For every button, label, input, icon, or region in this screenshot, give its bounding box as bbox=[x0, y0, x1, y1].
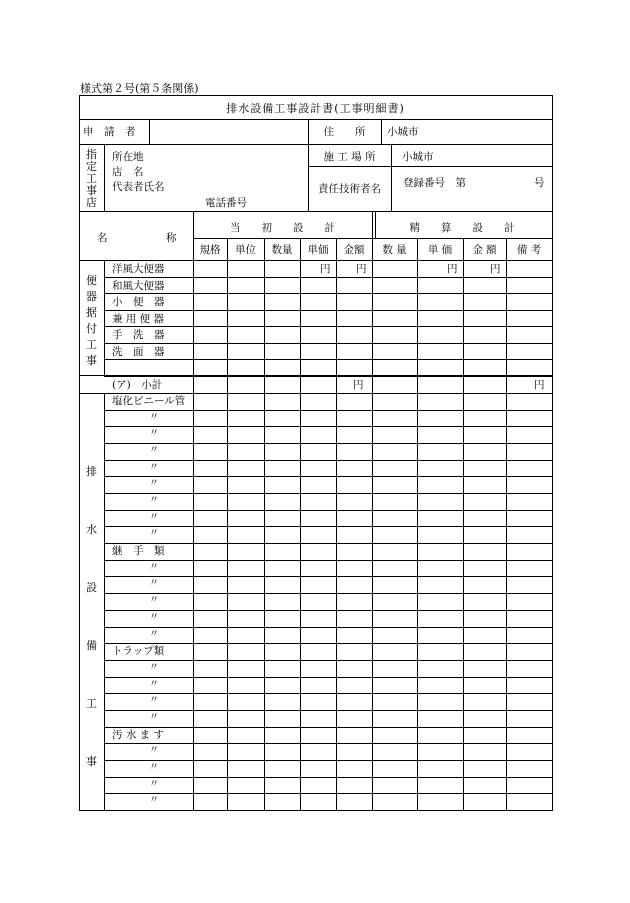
address-label-left bbox=[308, 119, 309, 145]
site-row-bottom bbox=[308, 166, 553, 167]
name-column-left: 名 bbox=[97, 232, 108, 244]
initial-design-header: 当 初 設 計 bbox=[230, 222, 335, 234]
section2-vlabel-char: 水 bbox=[86, 523, 97, 536]
fixture-row-line bbox=[104, 326, 553, 327]
section1-vlabel-char: 付 bbox=[86, 322, 97, 335]
drainage-item-9: 継 手 類 bbox=[112, 545, 165, 557]
drainage-item-16: 〃 bbox=[149, 662, 159, 673]
form-caption: 様式第２号(第５条関係) bbox=[80, 82, 199, 95]
contractor-vlabel-char: 店 bbox=[86, 196, 97, 209]
grid-column-4 bbox=[336, 238, 337, 811]
design-header-divider bbox=[193, 238, 553, 239]
address-label-right bbox=[381, 119, 382, 145]
fixture-final-price-yen: 円 bbox=[447, 263, 458, 275]
fixture-item-0: 洋風大便器 bbox=[112, 263, 165, 275]
frame-right bbox=[552, 95, 553, 811]
drainage-item-4: 〃 bbox=[149, 462, 159, 473]
section2-vlabel-char: 排 bbox=[86, 465, 97, 478]
section2-vlabel-char: 備 bbox=[86, 639, 97, 652]
section1-vlabel-char: 便 bbox=[86, 274, 97, 287]
drainage-item-11: 〃 bbox=[149, 578, 159, 589]
section2-vlabel-char: 設 bbox=[86, 581, 97, 594]
drainage-item-17: 〃 bbox=[149, 679, 159, 690]
initial-subheader-0: 規格 bbox=[199, 244, 221, 256]
drainage-item-10: 〃 bbox=[149, 562, 159, 573]
drainage-item-6: 〃 bbox=[149, 495, 159, 506]
title-row-bottom bbox=[79, 119, 553, 120]
fixture-row-line bbox=[104, 343, 553, 344]
contractor-vlabel-char: 事 bbox=[86, 184, 97, 197]
drainage-item-7: 〃 bbox=[149, 512, 159, 523]
drainage-item-0: 塩化ビニール管 bbox=[112, 395, 186, 407]
fixture-row-line bbox=[104, 277, 553, 278]
drainage-item-22: 〃 bbox=[149, 762, 159, 773]
grid-column-7 bbox=[463, 238, 464, 811]
drainage-item-24: 〃 bbox=[149, 795, 159, 806]
grid-column-8 bbox=[506, 238, 507, 811]
registration-suffix: 号 bbox=[534, 177, 545, 189]
subtotal-final-yen: 円 bbox=[534, 379, 545, 391]
initial-subheader-1: 単位 bbox=[235, 244, 256, 256]
contractor-label-separator bbox=[104, 144, 105, 212]
address-label: 住 所 bbox=[323, 126, 366, 138]
drainage-item-15: トラップ類 bbox=[112, 645, 165, 657]
contractor-location-label: 所在地 bbox=[112, 151, 144, 163]
fixture-unit-price-yen: 円 bbox=[320, 263, 331, 275]
grid-column-3 bbox=[300, 238, 301, 811]
section1-vlabel-char: 事 bbox=[86, 354, 97, 367]
contractor-block-bottom bbox=[79, 211, 553, 212]
section2-vlabel-char: 事 bbox=[86, 755, 97, 768]
subtotal-initial-yen: 円 bbox=[353, 379, 364, 391]
drainage-item-1: 〃 bbox=[149, 412, 159, 423]
contractor-vlabel-char: 工 bbox=[86, 172, 97, 185]
grid-column-6 bbox=[417, 238, 418, 811]
fixture-item-1: 和風大便器 bbox=[112, 280, 165, 292]
fixture-installation-label bbox=[79, 273, 104, 369]
drainage-label-separator bbox=[104, 393, 105, 811]
applicant-row-bottom bbox=[79, 144, 553, 145]
grid-column-5 bbox=[372, 211, 373, 811]
final-subheader-0: 数 量 bbox=[382, 244, 407, 256]
contractor-block-right bbox=[308, 144, 309, 212]
drainage-item-23: 〃 bbox=[149, 779, 159, 790]
initial-subheader-4: 金額 bbox=[343, 244, 365, 256]
site-label-right bbox=[391, 144, 392, 212]
fixture-item-5: 洗 面 器 bbox=[112, 346, 165, 358]
contractor-vlabel-char: 指 bbox=[86, 148, 97, 161]
fixture-row-line bbox=[104, 359, 553, 360]
drainage-equipment-label bbox=[79, 443, 104, 791]
subtotal-row-top bbox=[79, 375, 553, 376]
final-subheader-2: 金 額 bbox=[472, 244, 497, 256]
column-header-bottom bbox=[79, 260, 553, 261]
name-column-right: 称 bbox=[166, 232, 177, 244]
form-title: 排水設備工事設計書(工事明細書) bbox=[226, 102, 405, 115]
final-design-header: 精 算 設 計 bbox=[409, 222, 515, 234]
drainage-item-20: 汚 水 ま す bbox=[112, 729, 165, 741]
fixture-final-amount-yen: 円 bbox=[490, 263, 501, 275]
contractor-vlabel-char: 定 bbox=[86, 160, 97, 173]
drainage-item-3: 〃 bbox=[149, 445, 159, 456]
grid-column-2 bbox=[264, 238, 265, 811]
frame-top bbox=[79, 95, 553, 96]
section1-vlabel-char: 工 bbox=[86, 338, 97, 351]
contractor-phone-label: 電話番号 bbox=[205, 197, 247, 209]
section1-vlabel-char: 据 bbox=[86, 306, 97, 319]
designated-contractor-label bbox=[79, 149, 104, 209]
fixture-item-3: 兼 用 便 器 bbox=[112, 313, 165, 325]
drainage-item-18: 〃 bbox=[149, 695, 159, 706]
site-label: 施 工 場 所 bbox=[323, 151, 376, 163]
fixture-item-4: 手 洗 器 bbox=[112, 329, 165, 341]
drainage-item-19: 〃 bbox=[149, 712, 159, 723]
fixture-row-line bbox=[104, 376, 553, 377]
fixture-row-line bbox=[104, 293, 553, 294]
drainage-item-21: 〃 bbox=[149, 745, 159, 756]
final-design-double-left bbox=[375, 211, 376, 239]
fixture-amount-yen: 円 bbox=[356, 263, 367, 275]
drainage-item-14: 〃 bbox=[149, 629, 159, 640]
drainage-item-2: 〃 bbox=[149, 428, 159, 439]
drainage-item-13: 〃 bbox=[149, 612, 159, 623]
design-form-table bbox=[79, 95, 552, 810]
drainage-item-5: 〃 bbox=[149, 478, 159, 489]
fixture-item-2: 小 便 器 bbox=[112, 296, 165, 308]
address-value: 小城市 bbox=[387, 126, 419, 138]
frame-left bbox=[79, 95, 80, 811]
site-value: 小城市 bbox=[402, 151, 434, 163]
fixture-label-separator bbox=[104, 260, 105, 376]
contractor-shop-name-label: 店 名 bbox=[112, 166, 144, 178]
final-subheader-1: 単 価 bbox=[427, 244, 453, 256]
contractor-representative-label: 代表者氏名 bbox=[112, 181, 165, 193]
applicant-separator bbox=[149, 119, 150, 145]
registration-label: 登録番号 第 bbox=[403, 177, 466, 189]
applicant-label: 申 請 者 bbox=[83, 126, 136, 138]
frame-bottom bbox=[79, 810, 553, 811]
subtotal-label: (ア) 小計 bbox=[112, 379, 163, 391]
section2-vlabel-char: 工 bbox=[86, 697, 97, 710]
final-subheader-3: 備 考 bbox=[516, 244, 542, 256]
drainage-item-12: 〃 bbox=[149, 595, 159, 606]
initial-subheader-3: 単価 bbox=[307, 244, 329, 256]
initial-subheader-2: 数量 bbox=[271, 244, 293, 256]
engineer-label: 責任技術者名 bbox=[318, 183, 381, 195]
fixture-row-line bbox=[104, 310, 553, 311]
section1-vlabel-char: 器 bbox=[86, 290, 97, 303]
drainage-item-8: 〃 bbox=[149, 528, 159, 539]
